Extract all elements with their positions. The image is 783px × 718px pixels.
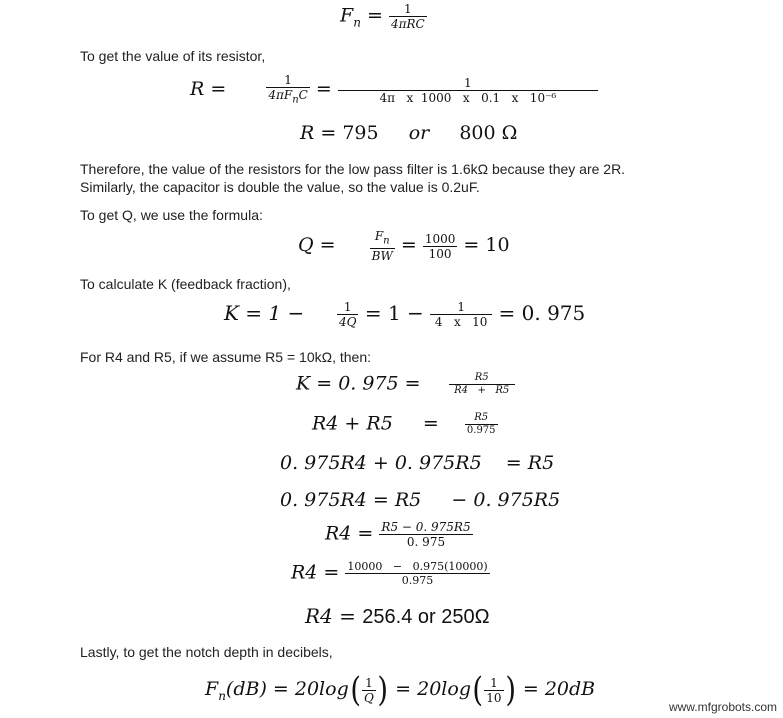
- eq13-rhs: = 20dB: [522, 678, 596, 700]
- equation-k-ratio: [296, 372, 515, 397]
- eq4-den2: 100: [428, 246, 452, 261]
- equation-r4-plus-r5: [312, 412, 498, 437]
- eq13-lhs: F: [205, 678, 219, 700]
- equation-line-8: 0. 975R4 + 0. 975R5 = R5: [280, 452, 555, 474]
- equation-notch-depth: $F_n(dB) = 20\log$( $\frac{1}{Q}$ ) = 20log( $\frac{1}{10}$ ) = 20dB: [205, 670, 596, 710]
- eq13-eq1: = 20log: [272, 678, 349, 700]
- equation-resistor-value: [300, 122, 517, 144]
- text-therefore: Therefore, the value of the resistors for the low pass filter is 1.6kΩ because they are 2R.: [80, 161, 626, 177]
- eq6-lhs: K = 0. 975 =: [296, 372, 421, 395]
- eq12-rhs: 256.4 or 250Ω: [362, 606, 490, 628]
- eq3-rhs: 800 Ω: [459, 122, 518, 144]
- eq3-lhs: R: [300, 122, 315, 144]
- eq3-mid: = 795: [320, 122, 379, 144]
- text-q: To get Q, we use the formula:: [80, 207, 263, 223]
- eq4-num1-sub: n: [383, 235, 390, 247]
- eq11-lhs: R4 =: [291, 561, 340, 584]
- eq13-sub: n: [218, 688, 226, 703]
- eq7-num: R5: [465, 412, 498, 425]
- text-resistor: To get the value of its resistor,: [80, 48, 266, 64]
- eq7-lhs: R4 + R5: [312, 412, 393, 435]
- equation-r4-numeric: [291, 560, 490, 587]
- eq1-numerator: 1: [389, 2, 427, 17]
- eq5-lhs: K = 1 −: [224, 301, 305, 325]
- eq5-rhs: = 0. 975: [498, 301, 586, 325]
- eq13-eq2: = 20log: [395, 678, 471, 700]
- watermark: www.mfgrobots.com: [668, 700, 777, 714]
- text-k: To calculate K (feedback fraction),: [80, 276, 291, 292]
- eq7-eq: =: [422, 412, 439, 435]
- eq2-num1: 1: [266, 73, 310, 88]
- eq2-den1: 4πF: [268, 88, 293, 102]
- eq6-num: R5: [449, 372, 515, 385]
- eq13-den1: Q: [364, 690, 374, 705]
- eq5-num2: 1: [430, 300, 492, 315]
- eq2-den1-sub: n: [292, 94, 299, 106]
- eq4-den1: BW: [371, 249, 393, 264]
- eq13-den2: 10: [486, 690, 502, 705]
- eq10-den: 0. 975: [406, 535, 446, 549]
- eq13-num2: 1: [484, 676, 503, 691]
- text-lastly: Lastly, to get the notch depth in decibels,: [80, 644, 333, 660]
- eq2-equals: =: [315, 78, 332, 101]
- eq1-sub: n: [353, 15, 361, 30]
- eq4-lhs: Q =: [298, 234, 336, 257]
- eq10-num: R5 − 0. 975R5: [381, 520, 471, 534]
- eq5-den2: 4 x 10: [434, 315, 488, 329]
- eq11-den: 0.975: [401, 574, 434, 587]
- eq2-den1-tail: C: [298, 88, 308, 102]
- eq13-unit: (dB): [225, 678, 267, 700]
- eq12-lhs: R4 =: [305, 604, 356, 628]
- eq4-rhs: = 10: [463, 234, 510, 257]
- equation-q: [298, 229, 510, 263]
- eq3-or: or: [408, 122, 430, 144]
- eq10-lhs: R4 =: [325, 522, 374, 545]
- eq2-lhs: R =: [190, 78, 227, 101]
- equation-line-9: 0. 975R4 = R5 − 0. 975R5: [280, 489, 561, 511]
- eq7-den: 0.975: [466, 425, 496, 436]
- eq1-denominator: 4πRC: [390, 17, 425, 31]
- eq5-den1: 4Q: [338, 315, 357, 329]
- eq1-equals: =: [366, 4, 383, 27]
- eq2-den2: 4π x 1000 x 0.1 x 10⁻⁶: [379, 90, 557, 105]
- eq4-num2: 1000: [424, 231, 456, 246]
- eq5-mid: = 1 −: [364, 301, 424, 325]
- text-similarly: Similarly, the capacitor is double the value, so the value is 0.2uF.: [80, 179, 480, 195]
- equation-r4-fraction: [325, 520, 473, 549]
- eq5-num1: 1: [337, 300, 358, 315]
- eq4-num1: F: [374, 229, 384, 243]
- eq2-num2: 1: [338, 76, 598, 91]
- eq11-num: 10000 − 0.975(10000): [347, 560, 488, 573]
- equation-k: [224, 300, 585, 329]
- eq1-lhs: F: [340, 4, 354, 27]
- eq4-eq1: =: [400, 234, 417, 257]
- equation-resistor: [190, 73, 598, 107]
- equation-r4-result: [305, 604, 490, 629]
- equation-natural-frequency: [340, 2, 427, 31]
- eq6-den: R4 + R5: [454, 385, 510, 396]
- eq13-num1: 1: [362, 676, 376, 691]
- text-r4r5: For R4 and R5, if we assume R5 = 10kΩ, then:: [80, 349, 371, 365]
